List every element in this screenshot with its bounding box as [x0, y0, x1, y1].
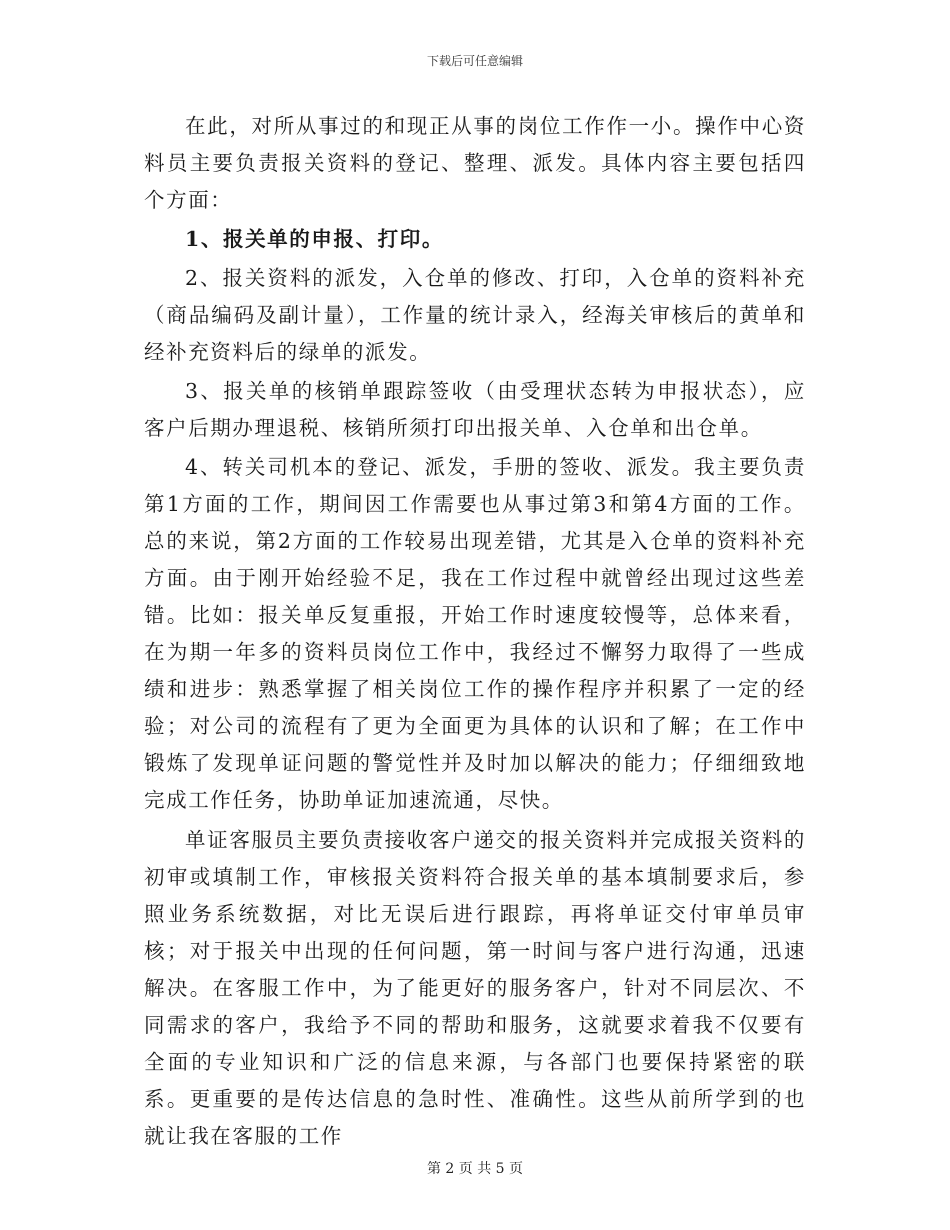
paragraph-item-3: 3、报关单的核销单跟踪签收（由受理状态转为申报状态），应客户后期办理退税、核销所须打印出报关单、入仓单和出仓单。 [144, 379, 806, 440]
page-footer: 第 2 页 共 5 页 [426, 1161, 524, 1177]
paragraph-intro: 在此，对所从事过的和现正从事的岗位工作作一小。操作中心资料员主要负责报关资料的登记、整理、派发。具体内容主要包括四个方面： [144, 114, 806, 212]
paragraph-item-4: 4、转关司机本的登记、派发，手册的签收、派发。我主要负责第1方面的工作，期间因工作需要也从事过第3和第4方面的工作。总的来说，第2方面的工作较易出现差错，尤其是入仓单的资料补充方面。由于刚开始经验不足，我在工作过程中就曾经出现过这些差错。比如：报关单反复重报，开始工作时速度较慢等，总体来看，在为期一年多的资料员岗位工作中，我经过不懈努力取得了一些成绩和进步：熟悉掌握了相关岗位工作的操作程序并积累了一定的经验；对公司的流程有了更为全面更为具体的认识和了解；在工作中锻炼了发现单证问题的警觉性并及时加以解决的能力；仔细细致地完成工作任务，协助单证加速流通，尽快。 [144, 455, 806, 812]
document-body [144, 108, 806, 1157]
page-header: 下载后可任意编辑 [426, 54, 523, 68]
paragraph-item-1: 1、报关单的申报、打印。 [185, 227, 444, 251]
paragraph-customer-service: 单证客服员主要负责接收客户递交的报关资料并完成报关资料的初审或填制工作，审核报关资料符合报关单的基本填制要求后，参照业务系统数据，对比无误后进行跟踪，再将单证交付审单员审核；对于报关中出现的任何问题，第一时间与客户进行沟通，迅速解决。在客服工作中，为了能更好的服务客户，针对不同层次、不同需求的客户，我给予不同的帮助和服务，这就要求着我不仅要有全面的专业知识和广泛的信息来源，与各部门也要保持紧密的联系。更重要的是传达信息的急时性、准确性。这些从前所学到的也就让我在客服的工作 [144, 828, 806, 1148]
paragraph-item-2: 2、报关资料的派发，入仓单的修改、打印，入仓单的资料补充（商品编码及副计量），工作量的统计录入，经海关审核后的黄单和经补充资料后的绿单的派发。 [144, 266, 806, 364]
